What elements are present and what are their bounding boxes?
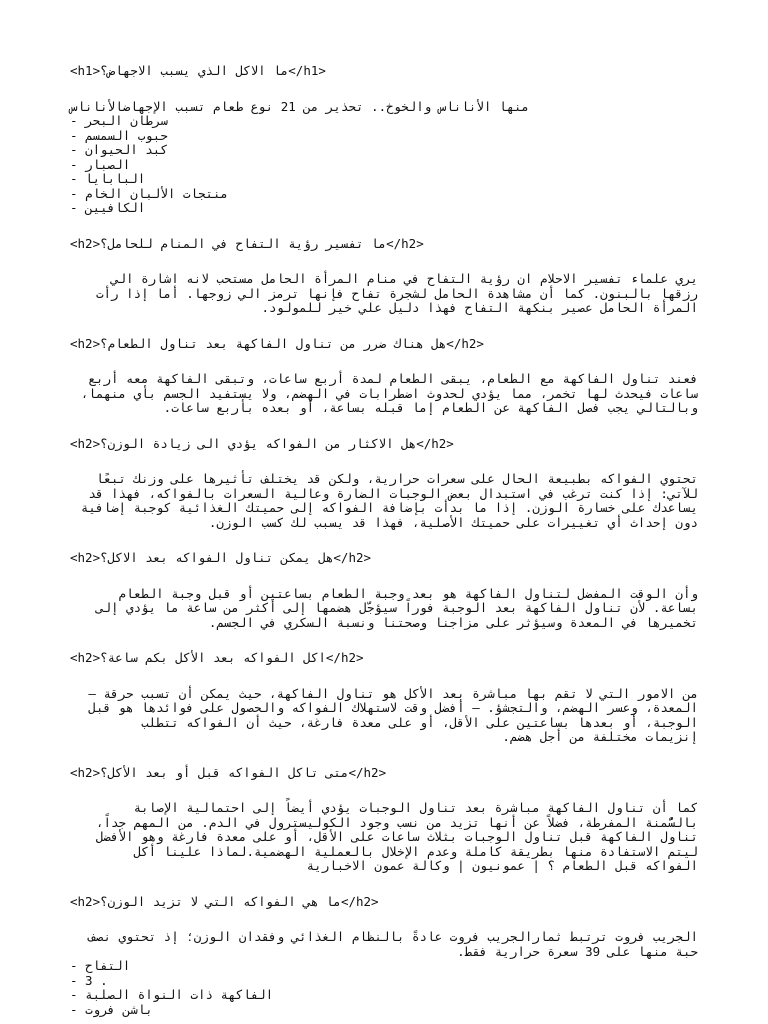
page-title-h1: <h1>ما الاكل الذي يسبب الاجهاض؟</h1> [70, 63, 326, 78]
list-item: - الكافيين [70, 200, 146, 215]
paragraph [70, 687, 698, 745]
paragraph-line: يري علماء تفسير الاحلام ان رؤية التفاح في منام المرأة الحامل مستحب لانه اشارة الي [111, 271, 698, 286]
paragraph-line: كما أن تناول الفاكهة مباشرة بعد تناول الوجبات يؤدي أيضاً إلى احتمالية الإصابة [133, 800, 698, 815]
paragraph-line: تخميرها في المعدة وسيؤثر على مزاجنا وصحتنا ونسبة السكري في الجسم. [208, 614, 698, 630]
paragraph [70, 587, 698, 631]
paragraph [70, 372, 698, 416]
document-page [70, 64, 698, 1017]
paragraph-line: حبة منها على 39 سعرة حرارية فقط. [457, 943, 698, 959]
paragraph-line: بالسُّمنة المفرطة، فضلاً عن أنها تزيد من نسب وجود الكوليسترول في الدم. من المهم جداً، [95, 814, 698, 830]
paragraph-line: وأن الوقت المفضل لتناول الفاكهة هو بعد وجبة الطعام بساعتين أو قبل وجبة الطعام [118, 585, 698, 601]
list-item: - منتجات الألبان الخام [70, 185, 229, 201]
intro-line: منها الأناناس والخوخ.. تحذير من 21 نوع طعام تسبب الإجهاضالأناناس [70, 98, 530, 114]
paragraph-line: رزقها بالبنون. كما أن مشاهدة الحامل لشجرة تفاح فإنها ترمز الي زوجها. أما إذا رأت [95, 285, 698, 301]
paragraph-line: للآتي: إذا كنت ترغب في استبدال بعض الوجبات الضارة وعالية السعرات بالفواكه، فهذا قد [88, 485, 698, 501]
paragraph-line: ليتم الاستفادة منها بطريقة كاملة وعدم الإخلال بالعملية الهضمية.لماذا علينا أكل [133, 843, 698, 859]
section-heading-h2: <h2>هل يمكن تناول الفواكه بعد الاكل؟</h2> [70, 550, 372, 565]
section-heading-h2: <h2>هل الاكثار من الفواكه يؤدي الى زيادة الوزن؟</h2> [70, 435, 454, 451]
paragraph-line: بساعة. لأن تناول الفاكهة بعد الوجبة فوراً سيؤجّل هضمها إلى أكثر من ساعة ما يؤدي إلى [95, 600, 698, 615]
paragraph [70, 930, 698, 959]
paragraph-line: الجريب فروت ترتبط ثمارالجريب فروت عادةً بالنظام الغذائي وفقدان الوزن؛ إذ تحتوي نصف [88, 929, 698, 944]
section-heading-h2: <h2>ما هي الفواكه التي لا تزيد الوزن؟</h2> [70, 893, 379, 909]
list-item: - حبوب السمسم [70, 127, 168, 143]
paragraph-line: تناول الفاكهة قبل تناول الوجبات بثلاث ساعات على الأقل، أو على معدة فارغة وهو الأفضل [95, 829, 698, 844]
section-heading-h2: <h2>ما تفسير رؤية التفاح في المنام للحامل؟</h2> [70, 235, 424, 251]
fruits-list [70, 959, 698, 1017]
paragraph-line: من الامور التي لا تقم بها مباشرة بعد الأكل هو تناول الفاكهة، حيث يمكن أن تسبب حرقة – [88, 685, 698, 701]
paragraph-line: وبالتالي يجب فصل الفاكهة عن الطعام إما قبله بساعة، أو بعده بأربع ساعات. [163, 400, 698, 415]
paragraph-line: الوجبة، أو بعدها بساعتين على الأقل، أو على معدة فارغة، حيث أن الفواكه تتطلب [141, 714, 698, 730]
paragraph [70, 272, 698, 316]
list-item: - 3 . [70, 972, 108, 988]
section-heading-h2: <h2>هل هناك ضرر من تناول الفاكهة بعد تناول الطعام؟</h2> [70, 335, 484, 351]
foods-list [70, 114, 698, 216]
paragraph-line: الفواكه قبل الطعام ؟ | عمونيون | وكالة عمون الاخبارية [306, 858, 698, 873]
paragraph-line: المعدة، وعسر الهضم، والتجشؤ. – أفضل وقت لاستهلاك الفواكه والحصول على فوائدها هو قبل [88, 700, 698, 715]
paragraph-line: تحتوي الفواكه بطبيعة الحال على سعرات حرارية، ولكن قد يختلف تأثيرها على وزنك تبعًا [95, 471, 698, 486]
list-item: - كبد الحيوان [70, 142, 168, 157]
section-heading-h2: <h2>اكل الفواكه بعد الأكل بكم ساعة؟</h2> [70, 650, 364, 665]
list-item: - سرطان البحر [70, 113, 168, 128]
paragraph-line: ساعات فيحدث لها تخمر، مما يؤدي لحدوث اضطرابات في الهضم، ولا يستفيد الجسم بأي منهما، [80, 385, 698, 401]
paragraph [70, 801, 698, 874]
list-item: - البابايا [70, 171, 146, 186]
paragraph [70, 472, 698, 530]
paragraph-line: المرأة الحامل عصير بنكهة التفاح فهذا دليل علي خير للمولود. [261, 300, 698, 315]
list-item: - التفاح [70, 958, 131, 973]
paragraph-line: دون إحداث أي تغييرات على حميتك الأصلية، فهذا قد يسبب لك كسب الوزن. [208, 514, 698, 530]
paragraph-line: يساعدك على خسارة الوزن. إذا ما بدأت بإضافة الفواكه إلى حميتك الغذائية كوجبة إضافية [80, 500, 698, 515]
section-heading-h2: <h2>متى تاكل الفواكه قبل أو بعد الأكل؟</h2> [70, 764, 387, 780]
list-item: - الفاكهة ذات النواة الصلبة [70, 987, 274, 1002]
list-item: - الصبار [70, 156, 131, 172]
list-item: - باشن فروت [70, 1001, 153, 1017]
paragraph-line: إنزيمات مختلفة من أجل هضم. [502, 729, 698, 744]
paragraph-line: فعند تناول الفاكهة مع الطعام، يبقى الطعام لمدة أربع ساعات، وتبقى الفاكهة معه أربع [88, 371, 698, 386]
